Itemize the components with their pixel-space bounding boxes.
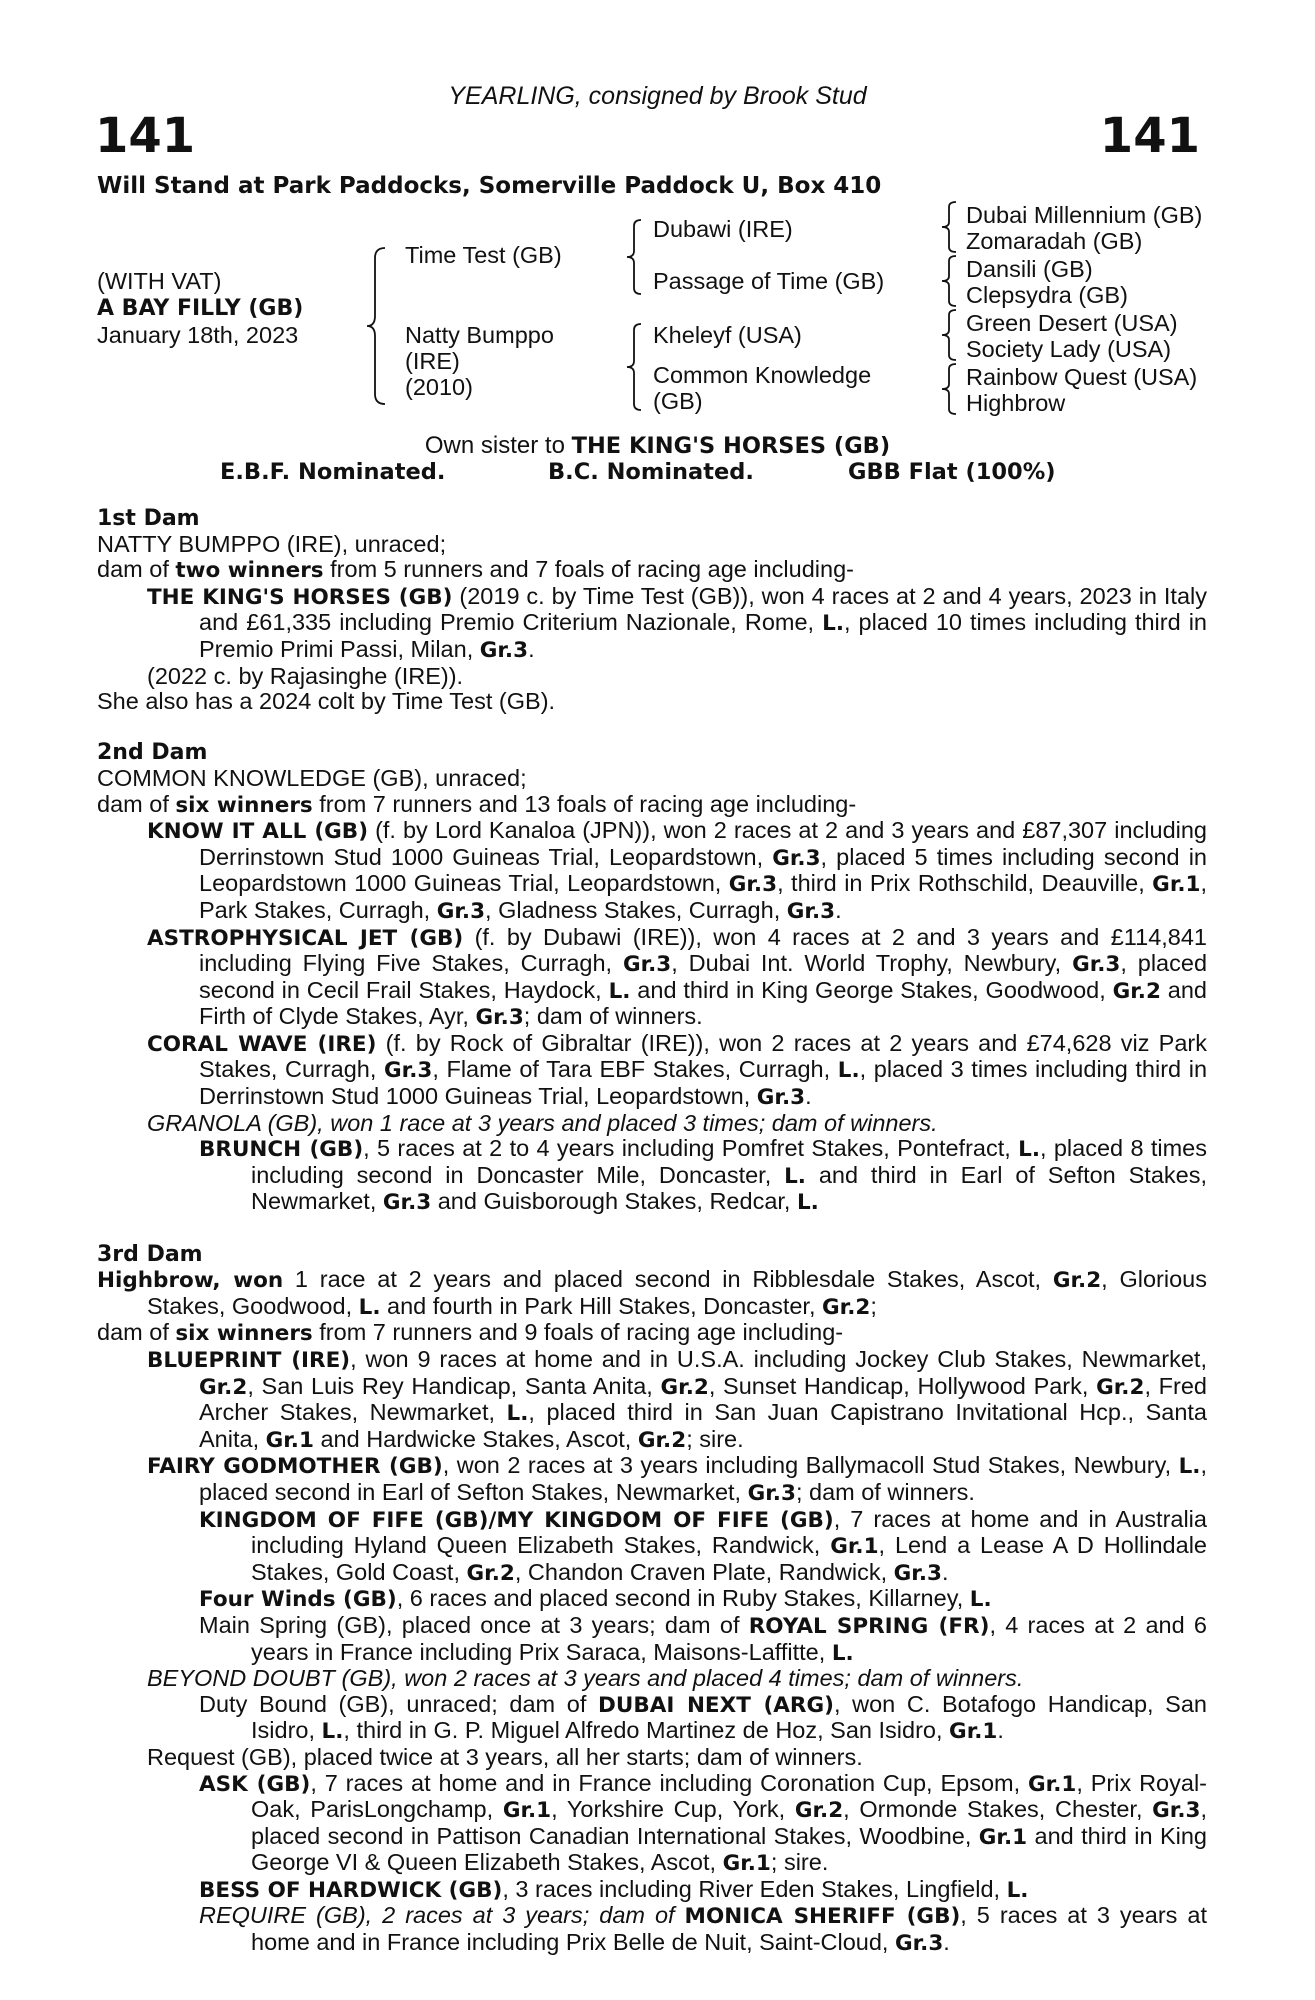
dam3-duty-bound: Duty Bound (GB), unraced; dam of DUBAI NEXT (ARG), won C. Botafogo Handicap, San Isidro, L., third in G. P. Miguel Alfredo Martinez de Hoz, San Isidro, Gr.1. [199,1690,1207,1745]
consignor-line: YEARLING, consigned by Brook Stud [448,82,867,110]
dam-line-3: (2010) [405,374,473,400]
foaling-date: January 18th, 2023 [97,322,299,348]
dam3-require: REQUIRE (GB), 2 races at 3 years; dam of MONICA SHERIFF (GB), 5 races at 3 years at home and in France including Prix Belle de Nuit, Saint-Cloud, Gr.3. [199,1902,1207,1957]
stand-location: Will Stand at Park Paddocks, Somerville Paddock U, Box 410 [97,173,882,199]
sire-dam: Passage of Time (GB) [653,268,885,294]
dam-sire: Kheleyf (USA) [653,322,802,348]
dam3-line2: dam of six winners from 7 runners and 9 foals of racing age including- [97,1319,844,1347]
sire: Time Test (GB) [405,242,562,268]
dam1-line3: She also has a 2024 colt by Time Test (GB). [97,688,556,715]
ggs-5: Green Desert (USA) [966,310,1178,336]
own-sister-name: THE KING'S HORSES (GB) [571,433,891,459]
dam2-runner-astrophysical-jet: ASTROPHYSICAL JET (GB) (f. by Dubawi (IRE)), won 4 races at 2 and 3 years and £114,841 including Flying Five Stakes, Curragh, Gr.3, Dubai Int. World Trophy, Newbury, Gr.3, placed second in Cecil Frail Stakes, Haydock, L. and third in King George Stakes, Goodwood, Gr.2 and Firth of Clyde Stakes, Ayr, Gr.3; dam of winners. [147,923,1208,1031]
dam3-kingdom-of-fife: KINGDOM OF FIFE (GB)/MY KINGDOM OF FIFE (GB), 7 races at home and in Australia including Hyland Queen Elizabeth Stakes, Randwick, Gr.1, Lend a Lease A D Hollindale Stakes, Gold Coast, Gr.2, Chandon Craven Plate, Randwick, Gr.3. [199,1505,1207,1586]
dam1-line1: NATTY BUMPPO (IRE), unraced; [97,530,447,557]
dam2-line2: dam of six winners from 7 runners and 13 foals of racing age including- [97,790,857,818]
vat-note: (WITH VAT) [97,268,222,294]
dam3-bess-of-hardwick: BESS OF HARDWICK (GB), 3 races including River Eden Stakes, Lingfield, L. [199,1875,1029,1903]
dam1-foal-2022: (2022 c. by Rajasinghe (IRE)). [147,662,464,689]
dam3-ask: ASK (GB), 7 races at home and in France including Coronation Cup, Epsom, Gr.1, Prix Royal-Oak, ParisLongchamp, Gr.1, Yorkshire Cup, York, Gr.2, Ormonde Stakes, Chester, Gr.3, placed second in Pattison Canadian International Stakes, Woodbine, Gr.1 and third in King George VI & Queen Elizabeth Stakes, Ascot, Gr.1; sire. [199,1769,1207,1877]
ggs-1: Dubai Millennium (GB) [966,202,1203,228]
bc-nomination: B.C. Nominated. [548,459,754,485]
dam3-request: Request (GB), placed twice at 3 years, all her starts; dam of winners. [147,1743,863,1770]
ggs-2: Zomaradah (GB) [966,228,1143,254]
ebf-nomination: E.B.F. Nominated. [220,459,446,485]
lot-number-right: 141 [1099,108,1200,164]
brace-g3-2 [940,254,960,308]
dam1-runner-kings-horses: THE KING'S HORSES (GB) (2019 c. by Time Test (GB)), won 4 races at 2 and 4 years, 2023 in Italy and £61,335 including Premio Criterium Nazionale, Rome, L., placed 10 times including third in Premio Primi Passi, Milan, Gr.3. [147,582,1208,663]
brace-g3-3 [940,308,960,362]
ggs-4: Clepsydra (GB) [966,282,1128,308]
ggs-8: Highbrow [966,390,1066,416]
dam2-runner-coral-wave: CORAL WAVE (IRE) (f. by Rock of Gibraltar (IRE)), won 2 races at 2 years and £74,628 viz Park Stakes, Curragh, Gr.3, Flame of Tara EBF Stakes, Curragh, L., placed 3 times including third in Derrinstown Stud 1000 Guineas Trial, Leopardstown, Gr.3. [147,1029,1208,1111]
dam-line-1: Natty Bumppo [405,322,554,348]
gbb-flat: GBB Flat (100%) [848,459,1056,485]
ggs-7: Rainbow Quest (USA) [966,364,1198,390]
produce-record [97,506,1207,1957]
dam3-runner-blueprint: BLUEPRINT (IRE), won 9 races at home and in U.S.A. including Jockey Club Stakes, Newmarket, Gr.2, San Luis Rey Handicap, Santa Anita, Gr.2, Sunset Handicap, Hollywood Park, Gr.2, Fred Archer Stakes, Newmarket, L., placed third in San Juan Capistrano Invitational Hcp., Santa Anita, Gr.1 and Hardwicke Stakes, Ascot, Gr.2; sire. [147,1346,1207,1453]
dam1-line2: dam of two winners from 5 runners and 7 foals of racing age including- [97,556,854,584]
dam2-granola-brunch: BRUNCH (GB), 5 races at 2 to 4 years including Pomfret Stakes, Pontefract, L., placed 8 times including second in Doncaster Mile, Doncaster, L. and third in Earl of Sefton Stakes, Newmarket, Gr.3 and Guisborough Stakes, Redcar, L. [199,1135,1208,1216]
brace-gen1 [365,246,389,406]
dam-line-2: (IRE) [405,348,460,374]
brace-dam-line [625,322,645,412]
own-sister-line [0,432,1315,460]
ggs-3: Dansili (GB) [966,256,1093,282]
brace-g3-4 [940,362,960,416]
dam2-runner-know-it-all: KNOW IT ALL (GB) (f. by Lord Kanaloa (JPN)), won 2 races at 2 and 3 years and £87,307 including Derrinstown Stud 1000 Guineas Trial, Leopardstown, Gr.3, placed 5 times including second in Leopardstown 1000 Guineas Trial, Leopardstown, Gr.3, third in Prix Rothschild, Deauville, Gr.1, Park Stakes, Curragh, Gr.3, Gladness Stakes, Curragh, Gr.3. [147,817,1208,924]
dam2-granola: GRANOLA (GB), won 1 race at 3 years and placed 3 times; dam of winners. [147,1109,938,1136]
dam3-highbrow: Highbrow, won 1 race at 2 years and placed second in Ribblesdale Stakes, Ascot, Gr.2, Glorious Stakes, Goodwood, L. and fourth in Park Hill Stakes, Doncaster, Gr.2; [97,1266,1207,1320]
own-sister-prefix: Own sister to [424,432,565,459]
brace-sire-line [625,218,645,296]
dam-dam-line-2: (GB) [653,388,703,414]
dam3-heading: 3rd Dam [97,1241,203,1267]
dam1-heading: 1st Dam [97,506,200,531]
dam3-main-spring: Main Spring (GB), placed once at 3 years; dam of ROYAL SPRING (FR), 4 races at 2 and 6 years in France including Prix Saraca, Maisons-Laffitte, L. [199,1611,1207,1666]
dam3-runner-fairy-godmother: FAIRY GODMOTHER (GB), won 2 races at 3 years including Ballymacoll Stud Stakes, Newbury, L., placed second in Earl of Sefton Stakes, Newmarket, Gr.3; dam of winners. [147,1452,1208,1506]
dam3-four-winds: Four Winds (GB), 6 races and placed second in Ruby Stakes, Killarney, L. [199,1585,992,1613]
dam-dam-line-1: Common Knowledge [653,362,872,388]
lot-number-left: 141 [95,108,196,164]
dam2-heading: 2nd Dam [97,740,208,766]
dam2-line1: COMMON KNOWLEDGE (GB), unraced; [97,764,527,791]
brace-g3-1 [940,200,960,254]
sire-sire: Dubawi (IRE) [653,216,793,242]
ggs-6: Society Lady (USA) [966,336,1172,362]
horse-name: A BAY FILLY (GB) [97,296,304,321]
dam3-beyond-doubt: BEYOND DOUBT (GB), won 2 races at 3 years and placed 4 times; dam of winners. [147,1665,1024,1692]
